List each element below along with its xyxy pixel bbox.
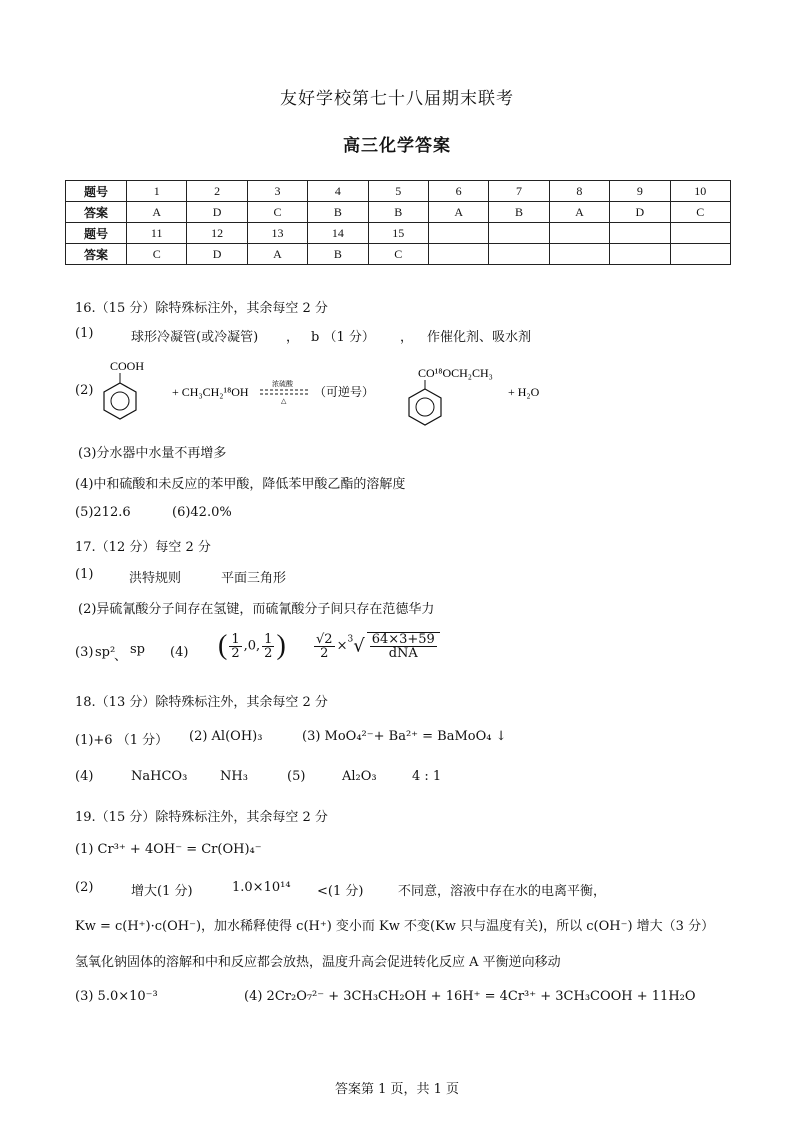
radical-icon: √ <box>353 635 365 657</box>
row-label: 答案 <box>66 202 127 223</box>
q17-part3-answer-a: sp² <box>95 645 116 660</box>
table-cell: 4 <box>308 181 368 202</box>
cell-parameter-formula: $\frac{√2}{2}$ ×$^3$√ $\frac{64\times 3+59}{\text{dNA}}$ <box>312 632 442 660</box>
fraction: $\frac{√2}{2}$ <box>316 631 333 661</box>
table-cell: 3 <box>247 181 307 202</box>
heat-label: △ <box>281 397 287 405</box>
q16-part5: (5)212.6 <box>75 505 131 520</box>
table-cell: C <box>368 244 428 265</box>
table-cell <box>610 223 670 244</box>
q16-part4: (4)中和硫酸和未反应的苯甲酸，降低苯甲酸乙酯的溶解度 <box>75 477 406 492</box>
reversible-note: （可逆号） <box>314 385 375 399</box>
fractional-coordinates: ( $\frac{1}{2}$ ,0, $\frac{1}{2}$ ) <box>218 630 286 661</box>
table-cell: 9 <box>610 181 670 202</box>
benzene-ring-icon <box>104 383 136 419</box>
ester-label: CO¹⁸OCH₂CH₃ <box>418 366 493 380</box>
table-cell <box>428 244 488 265</box>
q16-part1-answer-b: b （1 分） <box>311 330 375 345</box>
q18-part4-answer-a: NaHCO₃ <box>131 769 188 784</box>
table-cell: A <box>428 202 488 223</box>
table-cell: 14 <box>308 223 368 244</box>
page-footer: 答案第 1 页，共 1 页 <box>334 1082 460 1097</box>
q16-part1-label: (1) <box>75 326 94 341</box>
table-row <box>66 244 731 265</box>
table-cell: 10 <box>670 181 730 202</box>
page-subtitle: 高三化学答案 <box>343 136 451 156</box>
paren-open: ( <box>218 630 228 661</box>
q17-part4-label: (4) <box>170 645 189 660</box>
reagent-label: + CH₃CH₂¹⁸OH <box>172 385 249 399</box>
table-cell: 12 <box>187 223 247 244</box>
q17-part1-answer-b: 平面三角形 <box>221 571 287 586</box>
page-title: 友好学校第七十八届期末联考 <box>280 89 514 109</box>
q19-part2-line2: Kw = c(H⁺)·c(OH⁻)，加水稀释使得 c(H⁺) 变小而 Kw 不变(Kw 只与温度有关)，所以 c(OH⁻) 增大（3 分） <box>75 919 715 934</box>
q19-part2-answer-b: 1.0×10¹⁴ <box>232 880 291 895</box>
q18-part3: (3) MoO₄²⁻+ Ba²⁺ = BaMoO₄ ↓ <box>302 729 507 744</box>
q16-heading: 16.（15 分）除特殊标注外，其余每空 2 分 <box>75 301 328 316</box>
table-cell: A <box>247 244 307 265</box>
table-cell: 15 <box>368 223 428 244</box>
paren-close: ) <box>276 630 286 661</box>
q17-part3-sep: 、 <box>114 649 128 664</box>
aromatic-circle-icon <box>416 398 434 416</box>
q18-part4-answer-b: NH₃ <box>220 769 248 784</box>
table-row <box>66 181 731 202</box>
table-cell: 7 <box>489 181 549 202</box>
aromatic-circle-icon <box>111 392 129 410</box>
q17-heading: 17.（12 分）每空 2 分 <box>75 540 211 555</box>
q19-part2-line3: 氢氧化钠固体的溶解和中和反应都会放热，温度升高会促进转化反应 A 平衡逆向移动 <box>75 955 561 970</box>
water-label: + H₂O <box>508 385 540 399</box>
q18-part5-label: (5) <box>287 769 306 784</box>
table-cell: 13 <box>247 223 307 244</box>
table-cell <box>489 244 549 265</box>
q17-part2: (2)异硫氰酸分子间存在氢键，而硫氰酸分子间只存在范德华力 <box>78 602 435 617</box>
q18-heading: 18.（13 分）除特殊标注外，其余每空 2 分 <box>75 695 328 710</box>
q19-part1: (1) Cr³⁺ + 4OH⁻ = Cr(OH)₄⁻ <box>75 842 262 857</box>
q16-part2-label: (2) <box>75 383 94 398</box>
q17-part1-label: (1) <box>75 567 94 582</box>
q19-part2-label: (2) <box>75 880 94 895</box>
table-cell <box>428 223 488 244</box>
row-label: 题号 <box>66 181 127 202</box>
table-cell: B <box>308 244 368 265</box>
table-cell <box>670 223 730 244</box>
table-cell: A <box>127 202 187 223</box>
q19-heading: 19.（15 分）除特殊标注外，其余每空 2 分 <box>75 810 328 825</box>
table-cell <box>489 223 549 244</box>
table-cell: C <box>670 202 730 223</box>
table-cell: B <box>489 202 549 223</box>
fraction: $\frac{64\times 3+59}{\text{dNA}}$ <box>367 632 440 660</box>
table-cell: D <box>187 244 247 265</box>
q18-part1: (1)+6 （1 分） <box>75 733 169 748</box>
table-cell <box>610 244 670 265</box>
q16-part6: (6)42.0% <box>172 505 232 520</box>
table-cell: 2 <box>187 181 247 202</box>
q19-part4: (4) 2Cr₂O₇²⁻ + 3CH₃CH₂OH + 16H⁺ = 4Cr³⁺ + 3CH₃COOH + 11H₂O <box>244 989 696 1004</box>
esterification-equation <box>88 355 548 433</box>
q18-part4-label: (4) <box>75 769 94 784</box>
q16-part1-sep2: ， <box>400 330 414 345</box>
table-cell: 6 <box>428 181 488 202</box>
answer-table <box>65 180 731 265</box>
table-row <box>66 223 731 244</box>
q19-part2-answer-a: 增大(1 分) <box>131 884 193 899</box>
q19-part2-answer-d: 不同意，溶液中存在水的电离平衡， <box>398 884 607 899</box>
table-cell: D <box>610 202 670 223</box>
cooh-label: COOH <box>110 359 145 373</box>
table-cell <box>549 223 609 244</box>
q19-part3: (3) 5.0×10⁻³ <box>75 989 158 1004</box>
table-cell: 8 <box>549 181 609 202</box>
q16-part1-answer-a: 球形冷凝管(或冷凝管) <box>131 330 259 345</box>
fraction: $\frac{1}{2}$ <box>264 631 273 661</box>
table-row <box>66 202 731 223</box>
table-cell <box>549 244 609 265</box>
table-cell: 1 <box>127 181 187 202</box>
row-label: 题号 <box>66 223 127 244</box>
q16-part3: (3)分水器中水量不再增多 <box>78 446 227 461</box>
q16-part1-sep1: ， <box>286 330 300 345</box>
table-cell: A <box>549 202 609 223</box>
table-cell: C <box>127 244 187 265</box>
q16-part1-answer-c: 作催化剂、吸水剂 <box>427 330 532 345</box>
table-cell: 11 <box>127 223 187 244</box>
benzene-ring-icon <box>409 389 441 425</box>
q17-part3-label: (3) <box>75 645 94 660</box>
table-cell: D <box>187 202 247 223</box>
table-cell: 5 <box>368 181 428 202</box>
q18-part2: (2) Al(OH)₃ <box>189 729 263 744</box>
table-cell <box>670 244 730 265</box>
q17-part1-answer-a: 洪特规则 <box>129 571 182 586</box>
q18-part5-answer-a: Al₂O₃ <box>342 769 377 784</box>
table-cell: B <box>308 202 368 223</box>
row-label: 答案 <box>66 244 127 265</box>
q18-part5-answer-b: 4 : 1 <box>412 769 442 784</box>
q19-part2-answer-c: <(1 分) <box>317 884 364 899</box>
catalyst-label: 浓硫酸 <box>272 380 293 388</box>
table-cell: B <box>368 202 428 223</box>
table-cell: C <box>247 202 307 223</box>
fraction: $\frac{1}{2}$ <box>231 631 240 661</box>
q17-part3-answer-b: sp <box>130 642 145 657</box>
